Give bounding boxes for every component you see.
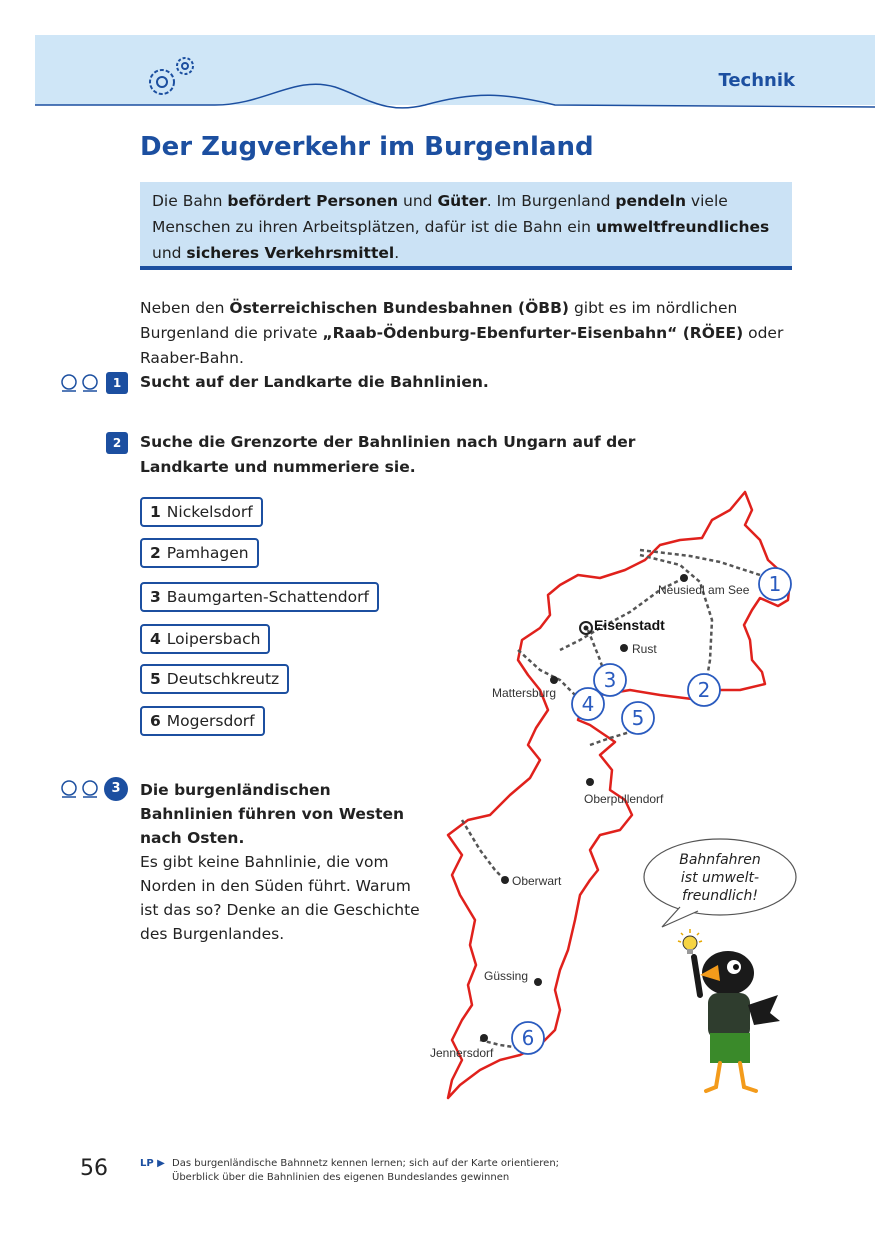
gears-icon — [140, 50, 204, 102]
capital-dot — [584, 626, 589, 631]
place-label: Jennersdorf — [430, 1046, 494, 1060]
town-dot — [620, 644, 628, 652]
raven-mascot — [670, 925, 790, 1105]
place-label: Güssing — [484, 969, 529, 983]
town-dot — [680, 574, 688, 582]
map-marker-5-label: 5 — [631, 706, 645, 730]
map-marker-1-label: 1 — [768, 572, 782, 596]
rail-line — [590, 732, 630, 745]
place-label: Eisenstadt — [594, 617, 665, 633]
rail-line — [640, 550, 760, 575]
bubble-line: ist umwelt- — [680, 870, 760, 886]
map-marker-3-label: 3 — [603, 668, 617, 692]
task-1-number: 1 — [106, 372, 128, 394]
bubble-line: Bahnfahren — [679, 852, 761, 868]
town-dot — [550, 676, 558, 684]
place-label: Rust — [632, 642, 657, 656]
intro-text: Die Bahn befördert Personen und Güter. Im Burgenland pendeln viele Menschen zu ihren Arbeitsplätzen, dafür ist die Bahn ein umweltfreundliches und sicheres Verkehrsmittel. — [152, 192, 770, 262]
lightbulb-icon — [678, 929, 702, 954]
border-town-chip: 1 Nickelsdorf — [140, 497, 263, 527]
page-title: Der Zugverkehr im Burgenland — [140, 132, 594, 162]
task-3-text: Die burgenländischen Bahnlinien führen von Westen nach Osten. Es gibt keine Bahnlinie, die vom Norden in den Süden führt. Warum ist das so? Denke an die Geschichte des Burgenlandes. — [140, 781, 420, 943]
border-town-chip: 5 Deutschkreutz — [140, 664, 289, 694]
town-dot — [501, 876, 509, 884]
map-marker-2-label: 2 — [697, 678, 711, 702]
task-3-number: 3 — [104, 777, 128, 801]
rail-line — [462, 820, 505, 880]
task-2-number: 2 — [106, 432, 128, 454]
town-dot — [586, 778, 594, 786]
town-dot — [534, 978, 542, 986]
town-dot — [480, 1034, 488, 1042]
place-label: Oberwart — [512, 874, 562, 888]
map-marker-4-label: 4 — [581, 692, 595, 716]
speech-bubble — [640, 835, 805, 930]
lp-label: LP ▶ — [140, 1158, 165, 1169]
place-label: Oberpullendorf — [584, 792, 664, 806]
place-label: Mattersburg — [492, 686, 557, 700]
border-town-chip: 3 Baumgarten-Schattendorf — [140, 582, 379, 612]
task-2-text: Suche die Grenzorte der Bahnlinien nach Ungarn auf der Landkarte und nummeriere sie. — [140, 433, 636, 476]
partner-work-icon — [58, 778, 102, 800]
task-1-text: Sucht auf der Landkarte die Bahnlinien. — [140, 373, 489, 391]
border-town-chip: 2 Pamhagen — [140, 538, 259, 568]
page-number: 56 — [80, 1156, 108, 1181]
info-paragraph: Neben den Österreichischen Bundesbahnen (ÖBB) gibt es im nördlichen Burgenland die private „Raab-Ödenburg-Ebenfurter-Eisenbahn“ (RÖEE) oder Raaber-Bahn. — [140, 299, 784, 367]
footer-note: Das burgenländische Bahnnetz kennen lernen; sich auf der Karte orientieren; Überblick über die Bahnlinien des eigenen Bundeslandes gewinnen — [172, 1158, 560, 1183]
border-town-chip: 6 Mogersdorf — [140, 706, 265, 736]
border-town-chip: 4 Loipersbach — [140, 624, 270, 654]
partner-work-icon — [58, 372, 102, 394]
place-label: Neusiedl am See — [658, 583, 750, 597]
subject-label: Technik — [718, 70, 795, 91]
bubble-line: freundlich! — [682, 888, 758, 904]
map-marker-6-label: 6 — [521, 1026, 535, 1050]
